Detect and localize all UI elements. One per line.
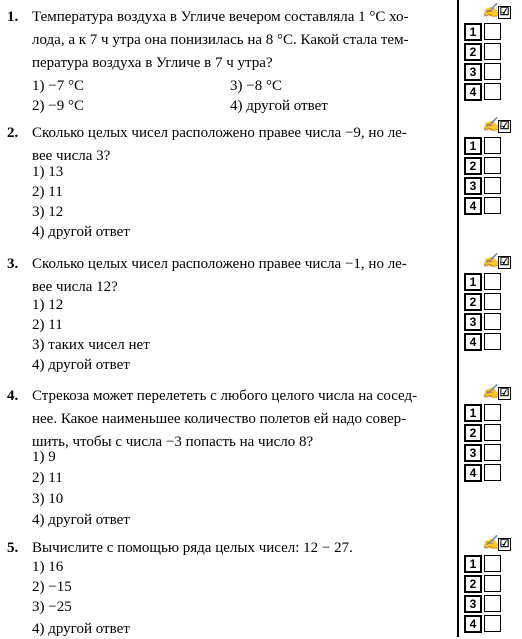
answer-grid-header: [482, 120, 518, 134]
pen-icon: ✍: [482, 385, 500, 400]
question-line: пература воздуха в Угличе в 7 ч утра?: [32, 55, 273, 71]
answer-number-box: 2: [464, 293, 482, 311]
pen-icon: ✍: [482, 4, 500, 19]
question-line: Стрекоза может перелететь с любого целого числа на сосед-: [32, 388, 418, 404]
option-2: 2) 11: [32, 317, 63, 333]
option-1: 1) 16: [32, 559, 64, 575]
option-2: 2) −15: [32, 579, 72, 595]
question-number: 2.: [7, 125, 19, 141]
question-line: вее числа 12?: [32, 279, 118, 295]
checkbox-icon: ☑: [499, 387, 510, 399]
answer-checkbox[interactable]: [484, 575, 501, 592]
answer-number-box: 4: [464, 464, 482, 482]
answer-row-4: [464, 83, 516, 100]
answer-row-3: [464, 313, 516, 330]
question-text: [32, 122, 452, 168]
answer-number-box: 1: [464, 23, 482, 41]
answer-column-divider: [457, 0, 459, 637]
answer-row-4: [464, 464, 516, 481]
question-line: Температура воздуха в Угличе вечером составляла 1 °С хо-: [32, 9, 409, 25]
answer-row-3: [464, 444, 516, 461]
answer-number-box: 3: [464, 63, 482, 81]
answer-checkbox[interactable]: [484, 444, 501, 461]
answer-checkbox[interactable]: [484, 464, 501, 481]
question-text: [32, 537, 452, 560]
answer-number-box: 4: [464, 333, 482, 351]
answer-checkbox[interactable]: [484, 43, 501, 60]
answer-row-1: [464, 555, 516, 572]
checkbox-icon: ☑: [499, 6, 510, 18]
answer-checkbox[interactable]: [484, 63, 501, 80]
answer-number-box: 4: [464, 83, 482, 101]
option-4: 4) другой ответ: [32, 224, 130, 240]
answer-checkbox[interactable]: [484, 197, 501, 214]
answer-number-box: 3: [464, 444, 482, 462]
answer-checkbox[interactable]: [484, 23, 501, 40]
answer-grid-header: [482, 387, 518, 401]
answer-row-2: [464, 157, 516, 174]
answer-grid-header: [482, 538, 518, 552]
option-4: 4) другой ответ: [32, 357, 130, 373]
answer-checkbox[interactable]: [484, 83, 501, 100]
answer-checkbox[interactable]: [484, 313, 501, 330]
pen-icon: ✍: [482, 118, 500, 133]
question-number: 3.: [7, 256, 19, 272]
question-text: [32, 385, 452, 454]
answer-checkbox[interactable]: [484, 293, 501, 310]
answer-checkbox[interactable]: [484, 333, 501, 350]
question-line: Сколько целых чисел расположено правее числа −1, но ле-: [32, 256, 407, 272]
answer-grid-header: [482, 256, 518, 270]
answer-number-box: 3: [464, 177, 482, 195]
option-1: 1) 13: [32, 164, 64, 180]
option-3: 3) таких чисел нет: [32, 337, 150, 353]
answer-checkbox[interactable]: [484, 424, 501, 441]
option-3: 3) 10: [32, 491, 64, 507]
option-2: 2) 11: [32, 184, 63, 200]
answer-number-box: 1: [464, 137, 482, 155]
answer-number-box: 4: [464, 615, 482, 633]
option-1: 1) −7 °С: [32, 78, 84, 94]
answer-number-box: 1: [464, 555, 482, 573]
option-1: 1) 9: [32, 449, 56, 465]
option-1: 1) 12: [32, 297, 64, 313]
answer-row-3: [464, 177, 516, 194]
answer-row-1: [464, 23, 516, 40]
answer-number-box: 3: [464, 313, 482, 331]
pen-icon: ✍: [482, 254, 500, 269]
question-line: Сколько целых чисел расположено правее числа −9, но ле-: [32, 125, 407, 141]
answer-number-box: 1: [464, 273, 482, 291]
answer-row-2: [464, 293, 516, 310]
answer-checkbox[interactable]: [484, 273, 501, 290]
answer-row-4: [464, 197, 516, 214]
option-4: 4) другой ответ: [32, 512, 130, 528]
answer-number-box: 2: [464, 424, 482, 442]
option-4: 4) другой ответ: [32, 621, 130, 637]
answer-number-box: 2: [464, 43, 482, 61]
question-line: вее числа 3?: [32, 148, 111, 164]
answer-checkbox[interactable]: [484, 555, 501, 572]
answer-row-2: [464, 575, 516, 592]
answer-checkbox[interactable]: [484, 137, 501, 154]
checkbox-icon: ☑: [499, 538, 510, 550]
pen-icon: ✍: [482, 536, 500, 551]
answer-number-box: 2: [464, 157, 482, 175]
answer-number-box: 3: [464, 595, 482, 613]
answer-row-1: [464, 404, 516, 421]
option-4: 4) другой ответ: [230, 98, 328, 114]
answer-checkbox[interactable]: [484, 595, 501, 612]
option-2: 2) 11: [32, 470, 63, 486]
option-2: 2) −9 °С: [32, 98, 84, 114]
answer-number-box: 4: [464, 197, 482, 215]
question-text: [32, 6, 452, 75]
answer-grid-header: [482, 6, 518, 20]
question-line: лода, а к 7 ч утра она понизилась на 8 °С. Какой стала тем-: [32, 32, 409, 48]
option-3: 3) −8 °С: [230, 78, 282, 94]
answer-row-2: [464, 424, 516, 441]
answer-checkbox[interactable]: [484, 177, 501, 194]
answer-checkbox[interactable]: [484, 615, 501, 632]
option-3: 3) −25: [32, 599, 72, 615]
answer-row-1: [464, 137, 516, 154]
answer-checkbox[interactable]: [484, 404, 501, 421]
answer-row-4: [464, 615, 516, 632]
question-number: 1.: [7, 9, 19, 25]
option-3: 3) 12: [32, 204, 64, 220]
checkbox-icon: ☑: [499, 120, 510, 132]
answer-row-2: [464, 43, 516, 60]
question-number: 4.: [7, 388, 19, 404]
answer-number-box: 1: [464, 404, 482, 422]
question-number: 5.: [7, 540, 19, 556]
question-line: нее. Какое наименьшее количество полетов ей надо совер-: [32, 411, 407, 427]
answer-checkbox[interactable]: [484, 157, 501, 174]
answer-row-3: [464, 595, 516, 612]
question-line: шить, чтобы с числа −3 попасть на число 8?: [32, 434, 314, 450]
answer-number-box: 2: [464, 575, 482, 593]
answer-row-3: [464, 63, 516, 80]
question-text: [32, 253, 452, 299]
checkbox-icon: ☑: [499, 256, 510, 268]
question-line: Вычислите с помощью ряда целых чисел: 12 − 27.: [32, 540, 353, 556]
answer-row-4: [464, 333, 516, 350]
answer-row-1: [464, 273, 516, 290]
